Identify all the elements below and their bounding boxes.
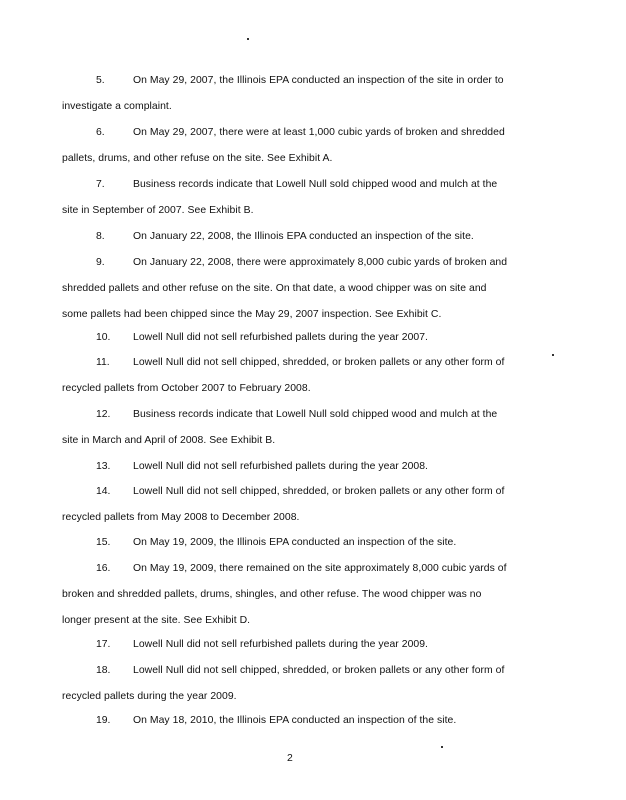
paragraph-line: On January 22, 2008, there were approximately 8,000 cubic yards of broken and <box>133 257 508 268</box>
paragraph-line: recycled pallets from May 2008 to December 2008. <box>62 512 300 523</box>
paragraph-number: 13. <box>96 461 111 472</box>
paragraph-line: pallets, drums, and other refuse on the site. See Exhibit A. <box>62 153 333 164</box>
paragraph-line: Lowell Null did not sell refurbished pallets during the year 2007. <box>133 332 428 343</box>
paragraph-line: On May 19, 2009, there remained on the site approximately 8,000 cubic yards of <box>133 563 507 574</box>
paragraph-line: On May 29, 2007, the Illinois EPA conducted an inspection of the site in order to <box>133 75 504 86</box>
paragraph-number: 8. <box>96 231 105 242</box>
paragraph-line: On May 18, 2010, the Illinois EPA conducted an inspection of the site. <box>133 715 457 726</box>
paragraph-line: site in March and April of 2008. See Exhibit B. <box>62 435 276 446</box>
paragraph-number: 12. <box>96 409 111 420</box>
paragraph-line: Lowell Null did not sell refurbished pallets during the year 2008. <box>133 461 428 472</box>
paragraph-line: Business records indicate that Lowell Null sold chipped wood and mulch at the <box>133 409 498 420</box>
paragraph-number: 7. <box>96 179 105 190</box>
paragraph-number: 10. <box>96 332 111 343</box>
paragraph-number: 11. <box>96 357 110 368</box>
paragraph-line: On May 19, 2009, the Illinois EPA conducted an inspection of the site. <box>133 537 457 548</box>
paragraph-number: 6. <box>96 127 105 138</box>
paragraph-number: 19. <box>96 715 111 726</box>
paragraph-line: recycled pallets from October 2007 to February 2008. <box>62 383 311 394</box>
paragraph-number: 9. <box>96 257 105 268</box>
paragraph-number: 16. <box>96 563 111 574</box>
paragraph-line: Lowell Null did not sell chipped, shredded, or broken pallets or any other form of <box>133 486 505 497</box>
paragraph-line: site in September of 2007. See Exhibit B. <box>62 205 254 216</box>
scan-speck <box>552 354 554 356</box>
paragraph-line: some pallets had been chipped since the May 29, 2007 inspection. See Exhibit C. <box>62 309 442 320</box>
paragraph-number: 17. <box>96 639 111 650</box>
paragraph-line: longer present at the site. See Exhibit D. <box>62 615 251 626</box>
paragraph-number: 5. <box>96 75 105 86</box>
page-number: 2 <box>287 753 293 764</box>
paragraph-number: 15. <box>96 537 111 548</box>
paragraph-number: 14. <box>96 486 111 497</box>
paragraph-line: On January 22, 2008, the Illinois EPA conducted an inspection of the site. <box>133 231 474 242</box>
scan-speck <box>441 746 443 748</box>
paragraph-line: broken and shredded pallets, drums, shingles, and other refuse. The wood chipper was no <box>62 589 482 600</box>
scan-speck <box>247 38 249 40</box>
paragraph-line: Business records indicate that Lowell Null sold chipped wood and mulch at the <box>133 179 498 190</box>
paragraph-line: investigate a complaint. <box>62 101 172 112</box>
paragraph-line: On May 29, 2007, there were at least 1,000 cubic yards of broken and shredded <box>133 127 505 138</box>
paragraph-line: shredded pallets and other refuse on the site. On that date, a wood chipper was on site and <box>62 283 487 294</box>
paragraph-line: Lowell Null did not sell refurbished pallets during the year 2009. <box>133 639 428 650</box>
paragraph-line: Lowell Null did not sell chipped, shredded, or broken pallets or any other form of <box>133 665 505 676</box>
paragraph-line: recycled pallets during the year 2009. <box>62 691 237 702</box>
paragraph-line: Lowell Null did not sell chipped, shredded, or broken pallets or any other form of <box>133 357 505 368</box>
paragraph-number: 18. <box>96 665 111 676</box>
